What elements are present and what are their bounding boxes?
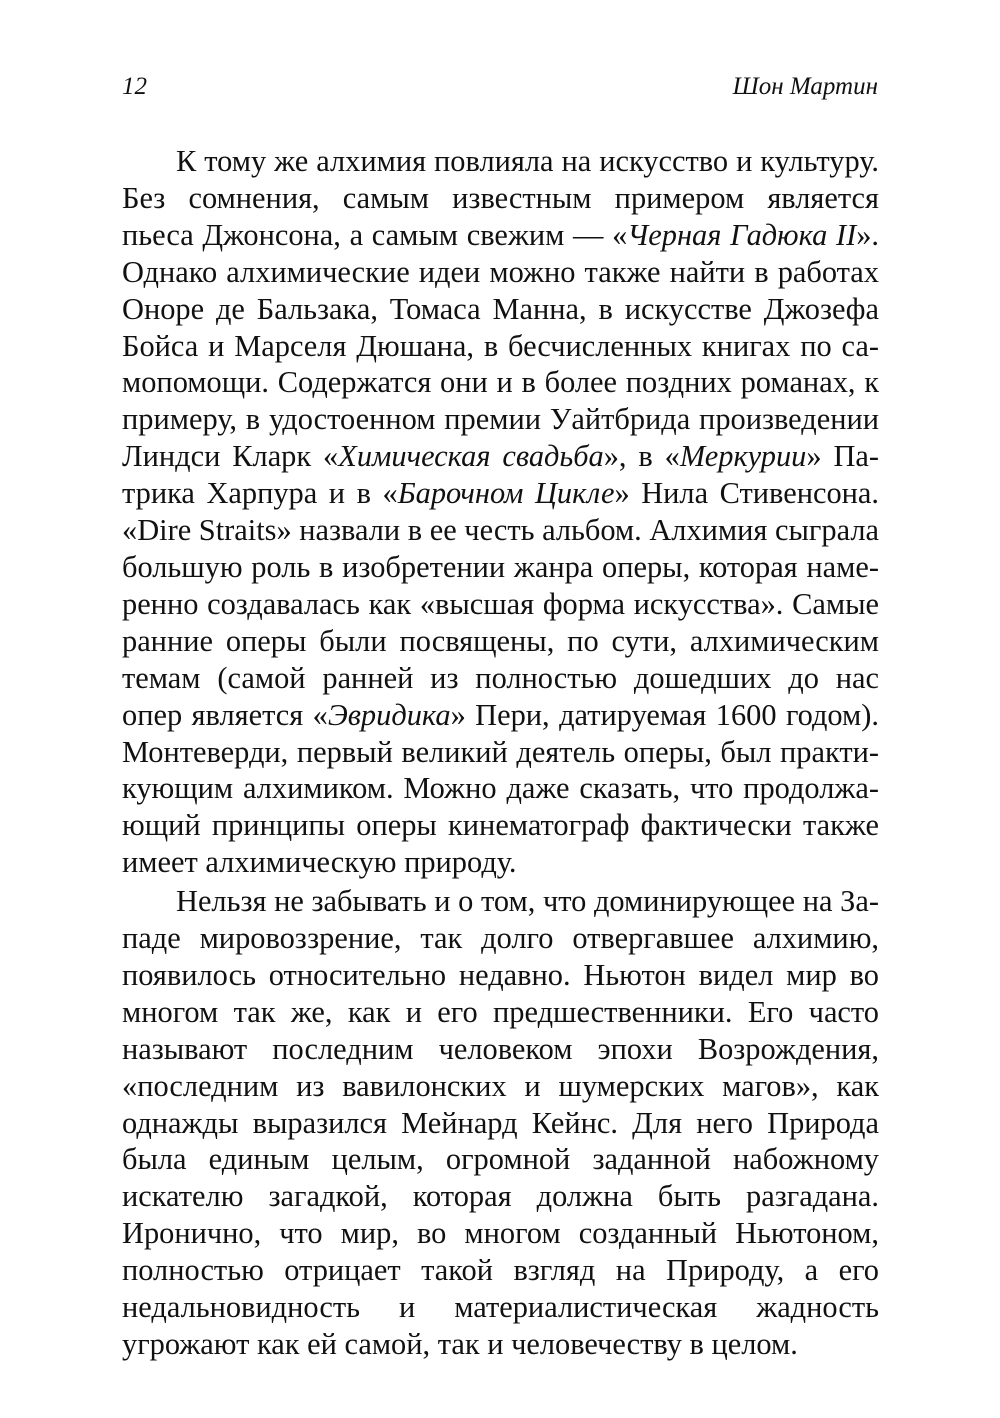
text-run: », в « xyxy=(603,439,680,474)
text-run: » Пери, датируемая 1600 годом). Монтеверди, первый великий деятель оперы, был практикующим алхимиком. Можно даже сказать, что продолжающий принципы оперы кинематограф фактически также имеет алхимическую природу. xyxy=(122,697,879,880)
italic-title: Меркурии xyxy=(679,439,807,474)
text-run: К тому же алхимия повлияла на искусство и культуру. Без сомнения, самым известным примером является пьеса Джонсона, а самым свежим — « xyxy=(122,144,879,252)
italic-title: Эвридика xyxy=(327,697,451,732)
text-run: Нельзя не забывать и о том, что доминирующее на Западе мировоззрение, так долго отвергавшее алхимию, появилось относительно недавно. Ньютон видел мир во многом так же, как и его предшественники. Его часто называют последним человеком эпохи Возрождения, «последним из вавилонских и шумерских магов», как однажды выразился Мейнард Кейнс. Для него Природа была единым целым, огромной заданной набожному искателю загадкой, которая должна быть разгадана. Иронично, что мир, во многом созданный Ньютоном, полностью отрицает такой взгляд на Природу, а его недальновидность и материалистическая жадность угрожают как ей самой, так и человечеству в целом. xyxy=(122,884,879,1361)
header-author: Шон Мартин xyxy=(732,73,878,100)
page-number: 12 xyxy=(122,73,147,100)
text-run: » Нила Стивенсона. «Dire Straits» назвали в ее честь альбом. Алхимия сыграла большую роль в изобретении жанра оперы, которая намеренно создавалась как «высшая форма искусства». Самые ранние оперы были посвящены, по сути, алхимическим темам (самой ранней из полностью дошедших до нас опер является « xyxy=(122,476,879,732)
text-run: » Патрика Харпура и в « xyxy=(122,439,880,511)
text-run: ». Однако алхимические идеи можно также найти в работах Оноре де Бальзака, Томаса Манна, в искусстве Джозефа Бойса и Марселя Дюшана, в бесчисленных книгах по самопомощи. Содержатся они и в более поздних романах, к примеру, в удостоенном премии Уайтбрида произведении Линдси Кларк « xyxy=(122,217,880,474)
italic-title: Черная Гадюка II xyxy=(627,217,857,252)
italic-title: Барочном Цикле xyxy=(397,476,615,511)
running-head xyxy=(122,70,878,104)
paragraph xyxy=(122,883,879,1363)
italic-title: Химическая свадьба xyxy=(338,439,604,474)
body-text xyxy=(122,143,879,1363)
paragraph xyxy=(122,143,879,881)
